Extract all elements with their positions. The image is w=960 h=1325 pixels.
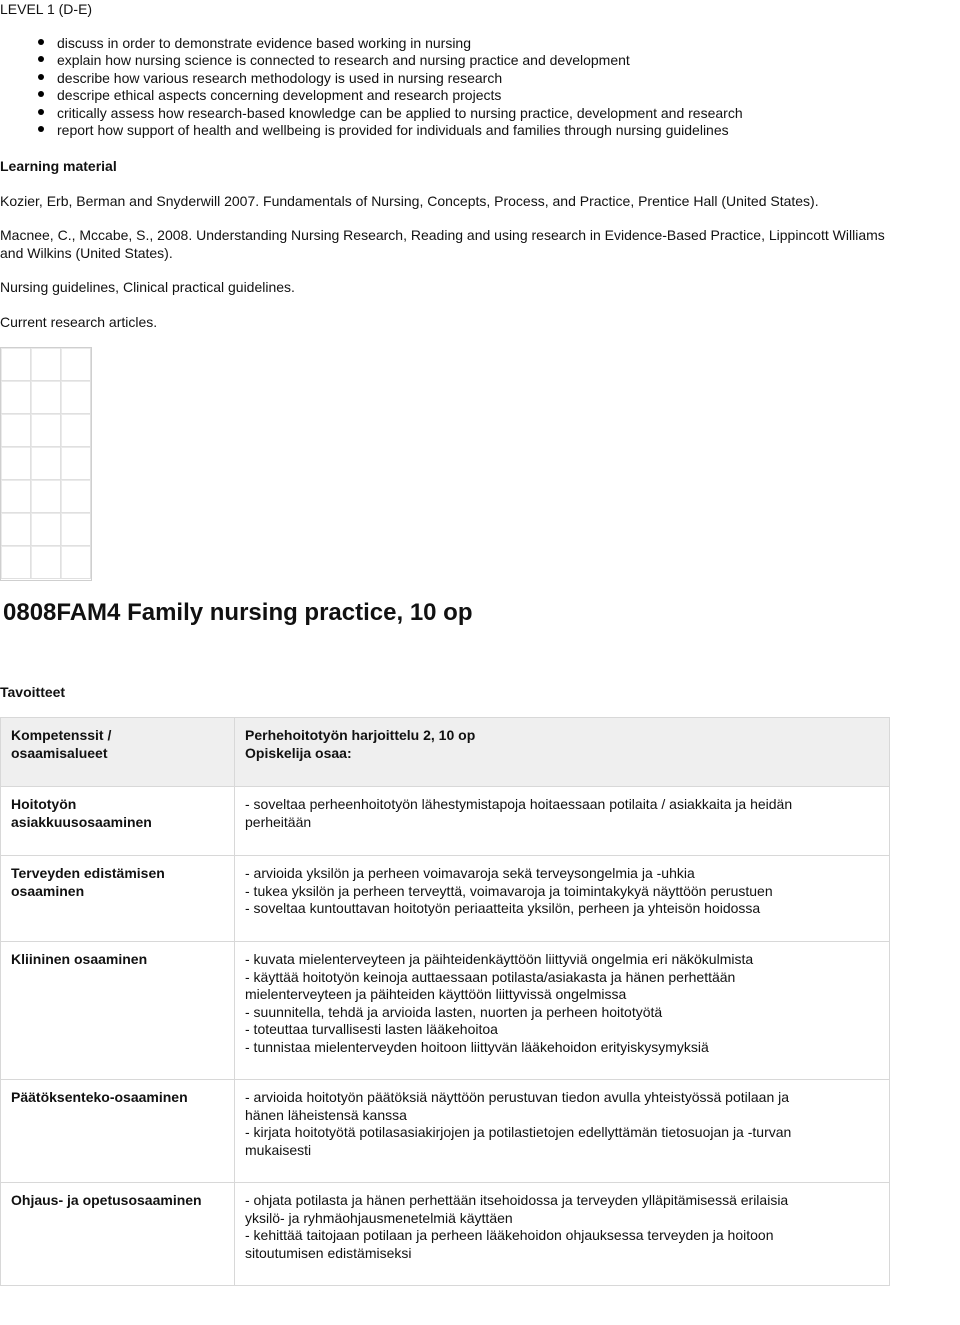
content-text: mukaisesti <box>245 1141 312 1158</box>
content-text: perheitään <box>245 813 312 830</box>
competence-cell <box>1 787 235 856</box>
competence-cell <box>1 942 235 1080</box>
reference-macnee <box>0 227 960 262</box>
content-text: hänen läheistensä kanssa <box>245 1106 407 1123</box>
grid-cell <box>1 348 31 381</box>
list-item <box>57 122 743 139</box>
competence-text: Päätöksenteko-osaaminen <box>11 1089 188 1105</box>
content-text: sitoutumisen edistämiseksi <box>245 1244 412 1261</box>
bullet-icon <box>38 91 44 97</box>
list-item <box>57 87 743 104</box>
header-text: Kompetenssit / <box>11 727 112 743</box>
header-text: Perhehoitotyön harjoittelu 2, 10 op <box>245 727 476 743</box>
content-text: - suunnitella, tehdä ja arvioida lasten, nuorten ja perheen hoitotyötä <box>245 1003 663 1020</box>
header-text: osaamisalueet <box>11 744 108 761</box>
content-text: - ohjata potilasta ja hänen perhettään itsehoidossa ja terveyden ylläpitämisessä erilaisia <box>245 1192 789 1208</box>
level-heading: LEVEL 1 (D-E) <box>0 1 93 17</box>
grid-cell <box>1 381 31 414</box>
list-item <box>57 105 743 122</box>
competence-text: Ohjaus- ja opetusosaaminen <box>11 1192 202 1208</box>
bullet-icon <box>38 74 44 80</box>
content-text: - kuvata mielenterveyteen ja päihteidenkäyttöön liittyviä ongelmia eri näkökulmista <box>245 951 754 967</box>
content-text: - kehittää taitojaan potilaan ja perheen lääkehoidon ohjauksessa terveyden ja hoitoon <box>245 1227 774 1244</box>
content-cell <box>235 1080 890 1183</box>
content-text: mielenterveyteen ja päihteiden käyttöön liittyvissä ongelmissa <box>245 986 627 1003</box>
competence-cell <box>1 1183 235 1286</box>
grid-cell <box>31 381 61 414</box>
grid-cell <box>61 513 91 546</box>
table-row <box>1 1080 890 1183</box>
course-title: 0808FAM4 Family nursing practice, 10 op <box>3 599 473 626</box>
competence-text: asiakkuusosaaminen <box>11 813 152 830</box>
grid-cell <box>1 414 31 447</box>
goals-heading: Tavoitteet <box>0 684 66 700</box>
content-text: - arvioida hoitotyön päätöksiä näyttöön perustuvan tiedon avulla yhteistyössä potilaan ja <box>245 1089 790 1105</box>
grid-cell <box>31 348 61 381</box>
reference-line: and Wilkins (United States). <box>0 244 173 261</box>
competence-table <box>0 717 890 1286</box>
grid-cell <box>31 447 61 480</box>
objective-text: report how support of health and wellbeing is provided for individuals and families through nursing guidelines <box>57 121 729 138</box>
table-row <box>1 1183 890 1286</box>
reference-line: Macnee, C., Mccabe, S., 2008. Understanding Nursing Research, Reading and using research in Evidence-Based Practice, Lippincott Williams <box>0 227 885 243</box>
header-cell-content <box>235 718 890 787</box>
competence-cell <box>1 1080 235 1183</box>
header-text: Opiskelija osaa: <box>245 744 352 761</box>
bullet-icon <box>38 109 44 115</box>
competence-text: Kliininen osaaminen <box>11 951 148 967</box>
learning-material-heading: Learning material <box>0 158 117 174</box>
grid-cell <box>31 546 61 579</box>
table-row <box>1 942 890 1080</box>
bullet-icon <box>38 39 44 45</box>
content-text: - käyttää hoitotyön keinoja auttaessaan potilasta/asiakasta ja hänen perhettään <box>245 968 736 985</box>
objective-text: describe how various research methodology is used in nursing research <box>57 69 503 86</box>
grid-cell <box>31 414 61 447</box>
content-text: - kirjata hoitotyötä potilasasiakirjojen ja potilastietojen edellyttämän tietosuojan ja -turvan <box>245 1124 792 1141</box>
table-row <box>1 787 890 856</box>
grid-cell <box>1 480 31 513</box>
header-cell-competence <box>1 718 235 787</box>
objective-text: critically assess how research-based knowledge can be applied to nursing practice, development and research <box>57 104 743 121</box>
content-cell <box>235 942 890 1080</box>
reference-kozier: Kozier, Erb, Berman and Snyderwill 2007. Fundamentals of Nursing, Concepts, Process, and Practice, Prentice Hall (United States). <box>0 193 819 209</box>
competence-text: Terveyden edistämisen <box>11 865 165 881</box>
bullet-icon <box>38 126 44 132</box>
grid-cell <box>1 513 31 546</box>
competence-cell <box>1 856 235 942</box>
bullet-icon <box>38 56 44 62</box>
list-item <box>57 52 743 69</box>
table-header-row <box>1 718 890 787</box>
content-text: - soveltaa kuntouttavan hoitotyön periaatteita yksilön, perheen ja yhteisön hoidossa <box>245 900 761 917</box>
objective-text: discuss in order to demonstrate evidence based working in nursing <box>57 35 472 51</box>
reference-guidelines: Nursing guidelines, Clinical practical guidelines. <box>0 279 295 295</box>
competence-text: Hoitotyön <box>11 796 77 812</box>
reference-articles: Current research articles. <box>0 314 158 330</box>
grid-cell <box>1 447 31 480</box>
content-cell <box>235 856 890 942</box>
content-text: - tunnistaa mielenterveyden hoitoon liittyvän lääkehoidon erityiskysymyksiä <box>245 1038 709 1055</box>
content-text: - tukea yksilön ja perheen terveyttä, voimavaroja ja toimintakykyä näyttöön perustuen <box>245 882 773 899</box>
objective-text: explain how nursing science is connected to research and nursing practice and development <box>57 52 630 69</box>
grid-cell <box>31 480 61 513</box>
grid-cell <box>61 447 91 480</box>
content-cell <box>235 1183 890 1286</box>
grid-cell <box>31 513 61 546</box>
objectives-list <box>57 35 743 139</box>
table-row <box>1 856 890 942</box>
grid-cell <box>61 480 91 513</box>
content-text: - toteuttaa turvallisesti lasten lääkehoitoa <box>245 1021 498 1038</box>
list-item <box>57 35 743 52</box>
content-text: - soveltaa perheenhoitotyön lähestymistapoja hoitaessaan potilaita / asiakkaita ja heidän <box>245 796 793 812</box>
competence-text: osaaminen <box>11 882 85 899</box>
list-item <box>57 70 743 87</box>
content-cell <box>235 787 890 856</box>
grid-cell <box>61 414 91 447</box>
grid-cell <box>61 348 91 381</box>
content-text: - arvioida yksilön ja perheen voimavaroja sekä terveysongelmia ja -uhkia <box>245 865 695 881</box>
empty-grid-table <box>0 347 92 581</box>
grid-cell <box>61 381 91 414</box>
content-text: yksilö- ja ryhmäohjausmenetelmiä käyttäen <box>245 1209 513 1226</box>
grid-cell <box>61 546 91 579</box>
objective-text: descripe ethical aspects concerning development and research projects <box>57 87 502 104</box>
grid-cell <box>1 546 31 579</box>
